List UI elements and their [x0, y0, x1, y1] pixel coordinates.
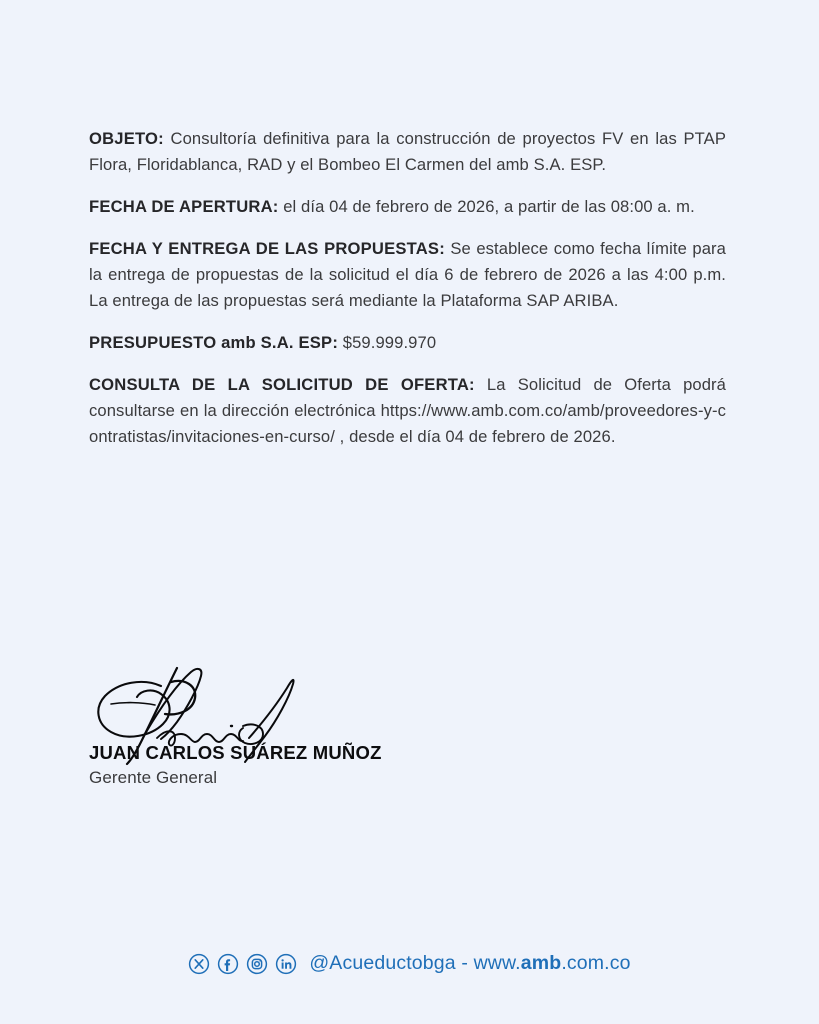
signer-name: JUAN CARLOS SUÁREZ MUÑOZ [89, 742, 382, 763]
facebook-icon[interactable] [217, 953, 239, 975]
paragraph-label-entrega-propuestas: FECHA Y ENTREGA DE LAS PROPUESTAS: [89, 239, 445, 258]
paragraph-text-consulta-oferta: La Solicitud de Oferta podrá consultarse en la dirección electrónica [89, 375, 727, 420]
paragraph-presupuesto [89, 330, 726, 356]
social-handle[interactable]: @Acueductobga [309, 952, 456, 974]
document-body [89, 126, 726, 450]
footer-separator: - [455, 952, 474, 974]
paragraph-label-objeto: OBJETO: [89, 129, 164, 148]
social-icons-row [188, 953, 297, 975]
paragraph-text-objeto: Consultoría definitiva para la construcción de proyectos FV en las PTAP Flora, Floridablanca, RAD y el Bombeo El Carmen del amb S.A. ESP. [89, 129, 726, 174]
paragraph-label-consulta-oferta: CONSULTA DE LA SOLICITUD DE OFERTA: [89, 375, 475, 394]
paragraph-consulta-oferta [89, 372, 726, 450]
footer [0, 952, 819, 975]
paragraph-fecha-apertura [89, 194, 726, 220]
website-prefix[interactable]: www. [473, 952, 521, 974]
paragraph-text-consulta-oferta-after: , desde el día 04 de febrero de 2026. [334, 427, 616, 446]
website-suffix[interactable]: .com.co [561, 952, 631, 974]
linkedin-icon[interactable] [275, 953, 297, 975]
footer-contact-text [309, 952, 630, 975]
solicitud-oferta-url[interactable]: https://www.amb.com.co/amb/proveedores-y-contratistas/invitaciones-en-curso/ [89, 401, 726, 446]
paragraph-text-fecha-apertura: el día 04 de febrero de 2026, a partir de las 08:00 a. m. [278, 197, 695, 216]
paragraph-text-entrega-propuestas: Se establece como fecha límite para la entrega de propuestas de la solicitud el día 6 de febrero de 2026 a las 4:00 p.m. La entrega de las propuestas será mediante la Plataforma SAP ARIBA. [89, 239, 726, 310]
paragraph-entrega-propuestas [89, 236, 726, 314]
website-brand[interactable]: amb [520, 952, 562, 974]
x-twitter-icon[interactable] [188, 953, 210, 975]
paragraph-value-presupuesto: $59.999.970 [338, 333, 437, 352]
paragraph-objeto [89, 126, 726, 178]
paragraph-label-fecha-apertura: FECHA DE APERTURA: [89, 197, 279, 216]
signer-role: Gerente General [89, 768, 218, 787]
paragraph-label-presupuesto: PRESUPUESTO amb S.A. ESP: [89, 333, 339, 352]
instagram-icon[interactable] [246, 953, 268, 975]
